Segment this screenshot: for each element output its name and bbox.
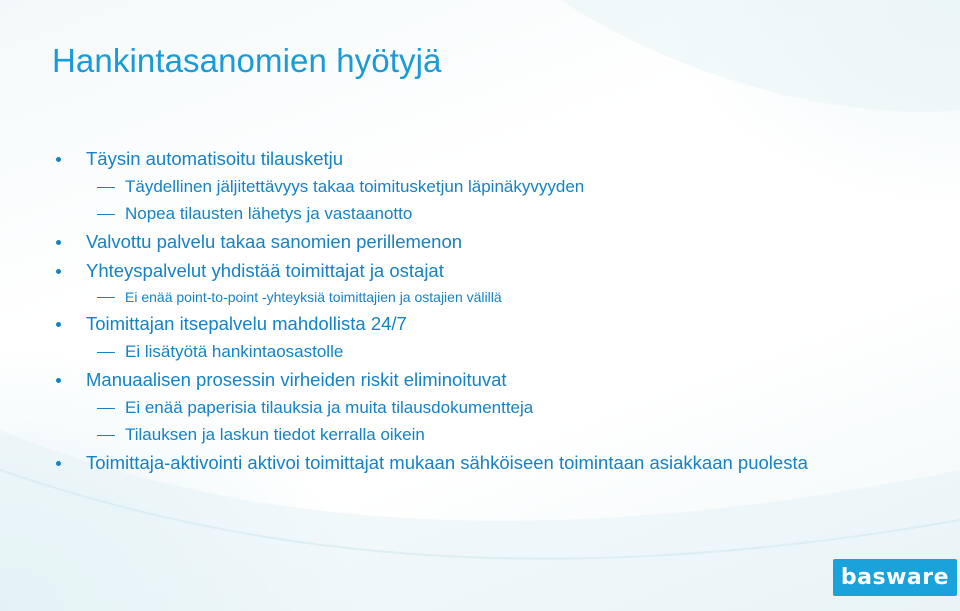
list-item	[0, 231, 826, 253]
bullet-icon	[56, 269, 61, 274]
dash-icon	[97, 214, 115, 216]
list-item-text: Ei lisätyötä hankintaosastolle	[125, 341, 344, 361]
basware-logo	[833, 559, 957, 596]
dash-icon	[97, 435, 115, 437]
bullet-list	[0, 148, 960, 481]
list-item-text: Manuaalisen prosessin virheiden riskit eliminoituvat	[86, 368, 507, 390]
dash-icon	[97, 408, 115, 410]
list-item-text: Nopea tilausten lähetys ja vastaanotto	[125, 203, 413, 223]
list-item	[0, 148, 826, 170]
list-item-text: Tilauksen ja laskun tiedot kerralla oikein	[125, 424, 425, 444]
dash-icon	[97, 187, 115, 189]
bullet-icon	[56, 157, 61, 162]
dash-icon	[97, 352, 115, 354]
list-item	[0, 313, 826, 335]
bullet-icon	[56, 461, 61, 466]
sub-list-item	[0, 177, 825, 197]
list-item-text: Toimittaja-aktivointi aktivoi toimittajat mukaan sähköiseen toimintaan asiakkaan puolesta	[86, 451, 808, 473]
list-item-text: Toimittajan itsepalvelu mahdollista 24/7	[86, 313, 407, 335]
logo-text: basware	[840, 565, 950, 590]
sub-list-item	[0, 342, 825, 362]
sub-list-item	[0, 425, 825, 445]
list-item-text: Täysin automatisoitu tilausketju	[86, 148, 344, 169]
sub-list-item	[0, 204, 825, 224]
list-item-text: Ei enää paperisia tilauksia ja muita tilausdokumentteja	[125, 397, 534, 417]
list-item	[0, 260, 826, 282]
list-item-text: Täydellinen jäljitettävyys takaa toimitusketjun läpinäkyvyyden	[125, 176, 585, 196]
bullet-icon	[56, 322, 61, 327]
list-item-text: Valvottu palvelu takaa sanomien perillemenon	[86, 230, 463, 252]
list-item	[0, 369, 826, 391]
list-item	[0, 452, 826, 474]
slide-title: Hankintasanomien hyötyjä	[52, 42, 442, 79]
sub-list-item	[0, 398, 825, 418]
list-item-text: Ei enää point-to-point -yhteyksiä toimittajien ja ostajien välillä	[125, 288, 502, 305]
bullet-icon	[56, 240, 61, 245]
dash-icon	[97, 297, 115, 299]
sub-list-item	[0, 289, 825, 306]
list-item-text: Yhteyspalvelut yhdistää toimittajat ja ostajat	[86, 259, 444, 281]
bullet-icon	[56, 378, 61, 383]
